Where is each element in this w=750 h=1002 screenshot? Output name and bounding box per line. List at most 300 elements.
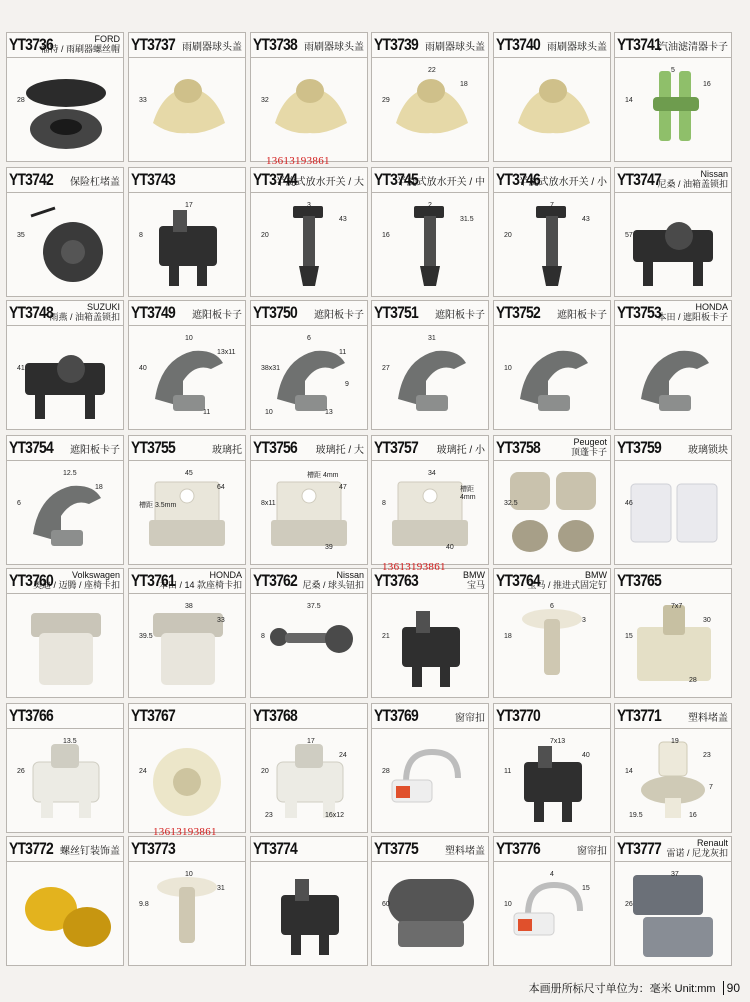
product-cell [493,32,611,162]
product-description: 本田 / 14 款座椅卡扣 [158,580,242,590]
dimension-label: 16 [689,812,697,819]
product-description: 奥迪 / 迈腾 / 座椅卡扣 [32,580,120,590]
dimension-label: 40 [582,752,590,759]
dimension-label: 16 [382,232,390,239]
dimension-label: 15 [582,885,590,892]
product-code: YT3749 [131,303,175,322]
dimension-label: 19 [671,738,679,745]
product-description: 遮阳板卡子 [557,310,607,321]
dimension-label: 22 [428,67,436,74]
product-description: 窗帘扣 [455,713,485,724]
product-cell [6,836,124,966]
dimension-label: 39 [325,544,333,551]
product-header [129,168,245,193]
black-clip-icon [498,732,606,830]
product-brand: Volkswagen [71,570,120,580]
product-description: 尼桑 / 油箱盖锁扣 [657,179,728,189]
wiper-ball-cap-icon [133,61,241,159]
rubber-cap-icon [11,61,119,159]
product-cell [493,435,611,565]
black-clip-icon [376,597,484,695]
product-header [615,168,731,193]
product-description: 尼桑 / 球头钮扣 [302,580,364,590]
dimension-label: 60 [382,901,390,908]
dimension-label: 40 [139,365,147,372]
product-header [615,569,731,594]
product-cell [128,836,246,966]
product-code: YT3739 [374,35,418,54]
sun-visor-clip-icon [133,329,241,427]
dimension-label: 6 [307,335,311,342]
product-header [372,837,488,862]
glass-holder-icon [376,464,484,562]
dimension-label: 5 [671,67,675,74]
sun-visor-clip-icon [11,464,119,562]
dimension-label: 11 [504,768,512,775]
dimension-label: 32.5 [504,500,518,507]
product-cell [250,703,368,833]
dimension-label: 26 [17,768,25,775]
seat-clip-icon [11,597,119,695]
dimension-label: 9 [345,381,349,388]
product-cell [128,703,246,833]
dimension-label: 8 [382,500,386,507]
dimension-label: 17 [185,202,193,209]
product-cell [371,435,489,565]
dimension-label: 33 [139,97,147,104]
dimension-label: 6 [550,603,554,610]
drain-valve-icon [255,196,363,294]
headliner-clip-icon [498,464,606,562]
product-cell [371,836,489,966]
product-brand: Renault [696,838,728,848]
product-description: 顶蓬卡子 [570,447,607,457]
product-description: 遮阳板卡子 [70,445,120,456]
drain-valve-icon [376,196,484,294]
dimension-label: 64 [217,484,225,491]
dimension-label: 26 [625,901,633,908]
product-code: YT3753 [617,303,661,322]
dimension-label: 27 [382,365,390,372]
dimension-label: 18 [504,633,512,640]
product-code: YT3761 [131,571,175,590]
fuel-lid-lock-icon [11,329,119,427]
product-description: 雨刷器球头盖 [425,42,485,53]
product-cell [128,435,246,565]
product-brand: Nissan [336,570,364,580]
product-cell [371,568,489,698]
dimension-label: 33 [217,617,225,624]
product-cell [371,703,489,833]
product-cell [250,300,368,430]
product-code: YT3763 [374,571,418,590]
screw-cover-icon [11,865,119,963]
product-code: YT3766 [9,706,53,725]
product-cell [493,568,611,698]
product-header [251,837,367,862]
square-clip-icon [619,597,727,695]
dimension-label: 10 [265,409,273,416]
product-code: YT3757 [374,438,418,457]
product-cell [493,300,611,430]
dimension-label: 43 [339,216,347,223]
product-header [129,301,245,326]
product-brand: FORD [94,34,120,44]
sun-visor-clip-icon [619,329,727,427]
dimension-label: 43 [582,216,590,223]
product-code: YT3737 [131,35,175,54]
product-description: 宝马 / 推进式固定钉 [527,580,607,590]
dimension-label: 3 [307,202,311,209]
product-code: YT3747 [617,170,661,189]
product-header [494,301,610,326]
black-clip-icon [133,196,241,294]
contact-phone: 13613193861 [382,561,446,573]
dimension-label: 24 [139,768,147,775]
dimension-label: 13x11 [217,349,236,356]
dimension-label: 槽距 3.5mm [139,502,177,509]
product-description: 玻璃托 / 大 [315,445,364,456]
product-code: YT3768 [253,706,297,725]
product-code: YT3758 [496,438,540,457]
dimension-label: 20 [261,768,269,775]
product-header [7,837,123,862]
product-header [251,436,367,461]
dimension-label: 15 [625,633,633,640]
product-description: 螺丝钉装饰盖 [60,846,120,857]
product-header [251,301,367,326]
product-header [494,837,610,862]
product-description: 玻璃托 [212,445,242,456]
dimension-label: 14 [625,97,633,104]
product-header [251,569,367,594]
product-header [494,569,610,594]
product-description: 遮阳板卡子 [314,310,364,321]
dimension-label: 28 [689,677,697,684]
product-code: YT3746 [496,170,540,189]
product-code: YT3754 [9,438,53,457]
product-header [615,837,731,862]
unit-note: 本画册所标尺寸单位为：毫米 Unit:mm [528,983,716,995]
product-header [615,301,731,326]
product-header [251,33,367,58]
product-cell [6,300,124,430]
dimension-label: 29 [382,97,390,104]
product-code: YT3764 [496,571,540,590]
product-header [251,704,367,729]
product-header [615,436,731,461]
dimension-label: 13 [325,409,333,416]
product-code: YT3771 [617,706,661,725]
product-code: YT3745 [374,170,418,189]
glass-lock-block-icon [619,464,727,562]
black-clip-icon [255,865,363,963]
dimension-label: 34 [428,470,436,477]
product-header [129,436,245,461]
product-cell [614,568,732,698]
product-description: 玻璃托 / 小 [436,445,485,456]
dimension-label: 31 [217,885,225,892]
fuel-lid-lock-icon [619,196,727,294]
ball-link-icon [255,597,363,695]
dimension-label: 7 [709,784,713,791]
dimension-label: 16x12 [325,812,345,819]
dimension-label: 38x31 [261,365,281,372]
product-code: YT3774 [253,839,297,858]
product-code: YT3750 [253,303,297,322]
product-header [7,301,123,326]
product-code: YT3767 [131,706,175,725]
dimension-label: 7x13 [550,738,566,745]
white-clip-icon [11,732,119,830]
dimension-label: 17 [307,738,315,745]
dimension-label: 12.5 [63,470,77,477]
product-description: 雷诺 / 尼龙灰扣 [666,848,728,858]
product-header [129,569,245,594]
product-cell [6,568,124,698]
dimension-label: 2 [428,202,432,209]
dimension-label: 8x11 [261,500,276,507]
product-description: 半旋式放水开关 / 中 [396,177,485,188]
oval-plug-icon [376,865,484,963]
product-header [494,33,610,58]
dimension-label: 24 [339,752,347,759]
dimension-label: 57 [625,232,633,239]
product-header [372,704,488,729]
product-cell [128,300,246,430]
dimension-label: 18 [460,81,468,88]
dimension-label: 28 [382,768,390,775]
dimension-label: 9.8 [139,901,149,908]
product-description: 雨刷器球头盖 [182,42,242,53]
dimension-label: 10 [504,365,512,372]
product-brand: Peugeot [573,437,607,447]
product-cell [371,32,489,162]
product-cell [128,167,246,297]
dimension-label: 槽距 4mm [307,472,339,479]
product-code: YT3742 [9,170,53,189]
product-brand: BMW [585,570,607,580]
round-clip-icon [133,732,241,830]
nylon-clip-icon [619,865,727,963]
product-cell [614,435,732,565]
dimension-label: 10 [185,335,193,342]
dimension-label: 8 [139,232,143,239]
dimension-label: 19.5 [629,812,643,819]
product-code: YT3769 [374,706,418,725]
product-brand: HONDA [695,302,728,312]
product-code: YT3772 [9,839,53,858]
drain-valve-icon [498,196,606,294]
product-cell [6,167,124,297]
product-code: YT3741 [617,35,661,54]
product-header [372,436,488,461]
dimension-label: 18 [95,484,103,491]
product-cell [250,568,368,698]
product-description: 遮阳板卡子 [192,310,242,321]
dimension-label: 23 [265,812,273,819]
sun-visor-clip-icon [498,329,606,427]
product-description: 宝马 [466,580,485,590]
seat-clip-icon [133,597,241,695]
product-cell [250,167,368,297]
product-header [372,168,488,193]
dimension-label: 41 [17,365,25,372]
product-cell [128,568,246,698]
product-code: YT3743 [131,170,175,189]
product-header [7,33,123,58]
dimension-label: 46 [625,500,633,507]
dimension-label: 20 [261,232,269,239]
dimension-label: 31 [428,335,436,342]
product-cell [6,703,124,833]
dimension-label: 11 [339,349,347,356]
dimension-label: 7 [550,202,554,209]
product-header [7,704,123,729]
page-number: 90 [723,981,740,995]
product-cell [493,703,611,833]
dimension-label: 35 [17,232,25,239]
product-description: 雨燕 / 油箱盖锁扣 [49,312,120,322]
dimension-label: 37 [671,871,679,878]
dimension-label: 47 [339,484,347,491]
dimension-label: 28 [17,97,25,104]
contact-phone: 13613193861 [153,826,217,838]
product-header [251,168,367,193]
dimension-label: 37.5 [307,603,321,610]
dimension-label: 45 [185,470,193,477]
product-cell [614,836,732,966]
product-header [7,436,123,461]
product-cell [493,167,611,297]
product-description: 汽油滤清器卡子 [658,42,728,53]
product-description: 雨刷器球头盖 [547,42,607,53]
product-code: YT3776 [496,839,540,858]
product-code: YT3756 [253,438,297,457]
push-rivet-icon [498,597,606,695]
product-header [615,33,731,58]
product-brand: Nissan [700,169,728,179]
product-cell [250,32,368,162]
product-description: 半旋式放水开关 / 小 [518,177,607,188]
product-cell [614,167,732,297]
product-header [7,569,123,594]
dimension-label: 23 [703,752,711,759]
contact-phone: 13613193861 [266,155,330,167]
product-code: YT3773 [131,839,175,858]
product-brand: BMW [463,570,485,580]
product-header [494,436,610,461]
wiper-ball-cap-icon [255,61,363,159]
product-cell [614,703,732,833]
product-header [129,704,245,729]
product-description: 半旋式放水开关 / 大 [275,177,364,188]
dimension-label: 10 [504,901,512,908]
dimension-label: 39.5 [139,633,153,640]
product-header [7,168,123,193]
product-header [494,168,610,193]
product-code: YT3760 [9,571,53,590]
product-header [615,704,731,729]
curtain-hook-icon [498,865,606,963]
product-code: YT3752 [496,303,540,322]
product-code: YT3775 [374,839,418,858]
product-description: 雨刷器球头盖 [304,42,364,53]
dimension-label: 8 [261,633,265,640]
product-description: 窗帘扣 [577,846,607,857]
sun-visor-clip-icon [376,329,484,427]
glass-holder-icon [133,464,241,562]
product-description: 玻璃锁块 [688,445,728,456]
product-description: 塑料堵盖 [688,713,728,724]
product-description: 福特 / 雨刷器螺丝帽 [40,44,120,54]
dimension-label: 16 [703,81,711,88]
product-header [494,704,610,729]
product-brand: SUZUKI [86,302,120,312]
dimension-label: 14 [625,768,633,775]
dimension-label: 6 [17,500,21,507]
product-description: 保险杠堵盖 [70,177,120,188]
product-code: YT3738 [253,35,297,54]
dimension-label: 21 [382,633,390,640]
dimension-label: 40 [446,544,454,551]
product-code: YT3748 [9,303,53,322]
product-code: YT3755 [131,438,175,457]
bumper-plug-icon [11,196,119,294]
product-code: YT3759 [617,438,661,457]
dimension-label: 7x7 [671,603,683,610]
product-description: 本田 / 遮阳板卡子 [657,312,728,322]
product-cell [250,836,368,966]
product-cell [6,435,124,565]
product-cell [128,32,246,162]
curtain-hook-icon [376,732,484,830]
product-description: 塑料堵盖 [445,846,485,857]
product-header [129,837,245,862]
dimension-label: 31.5 [460,216,474,223]
dimension-label: 13.5 [63,738,77,745]
product-cell [614,300,732,430]
wiper-ball-cap-icon [498,61,606,159]
product-cell [614,32,732,162]
product-cell [493,836,611,966]
product-cell [371,167,489,297]
wiper-ball-cap-icon [376,61,484,159]
fuel-filter-clip-icon [619,61,727,159]
page-footer [529,980,740,996]
dimension-label: 38 [185,603,193,610]
push-rivet-icon [133,865,241,963]
product-cell [6,32,124,162]
dimension-label: 10 [185,871,193,878]
product-code: YT3770 [496,706,540,725]
dimension-label: 4 [550,871,554,878]
product-description: 遮阳板卡子 [435,310,485,321]
dimension-label: 3 [582,617,586,624]
product-code: YT3762 [253,571,297,590]
product-code: YT3736 [9,35,53,54]
dimension-label: 11 [203,409,211,416]
product-header [372,301,488,326]
product-code: YT3744 [253,170,297,189]
product-brand: HONDA [209,570,242,580]
dimension-label: 30 [703,617,711,624]
product-header [129,33,245,58]
product-code: YT3777 [617,839,661,858]
product-cell [250,435,368,565]
product-code: YT3740 [496,35,540,54]
product-code: YT3751 [374,303,418,322]
